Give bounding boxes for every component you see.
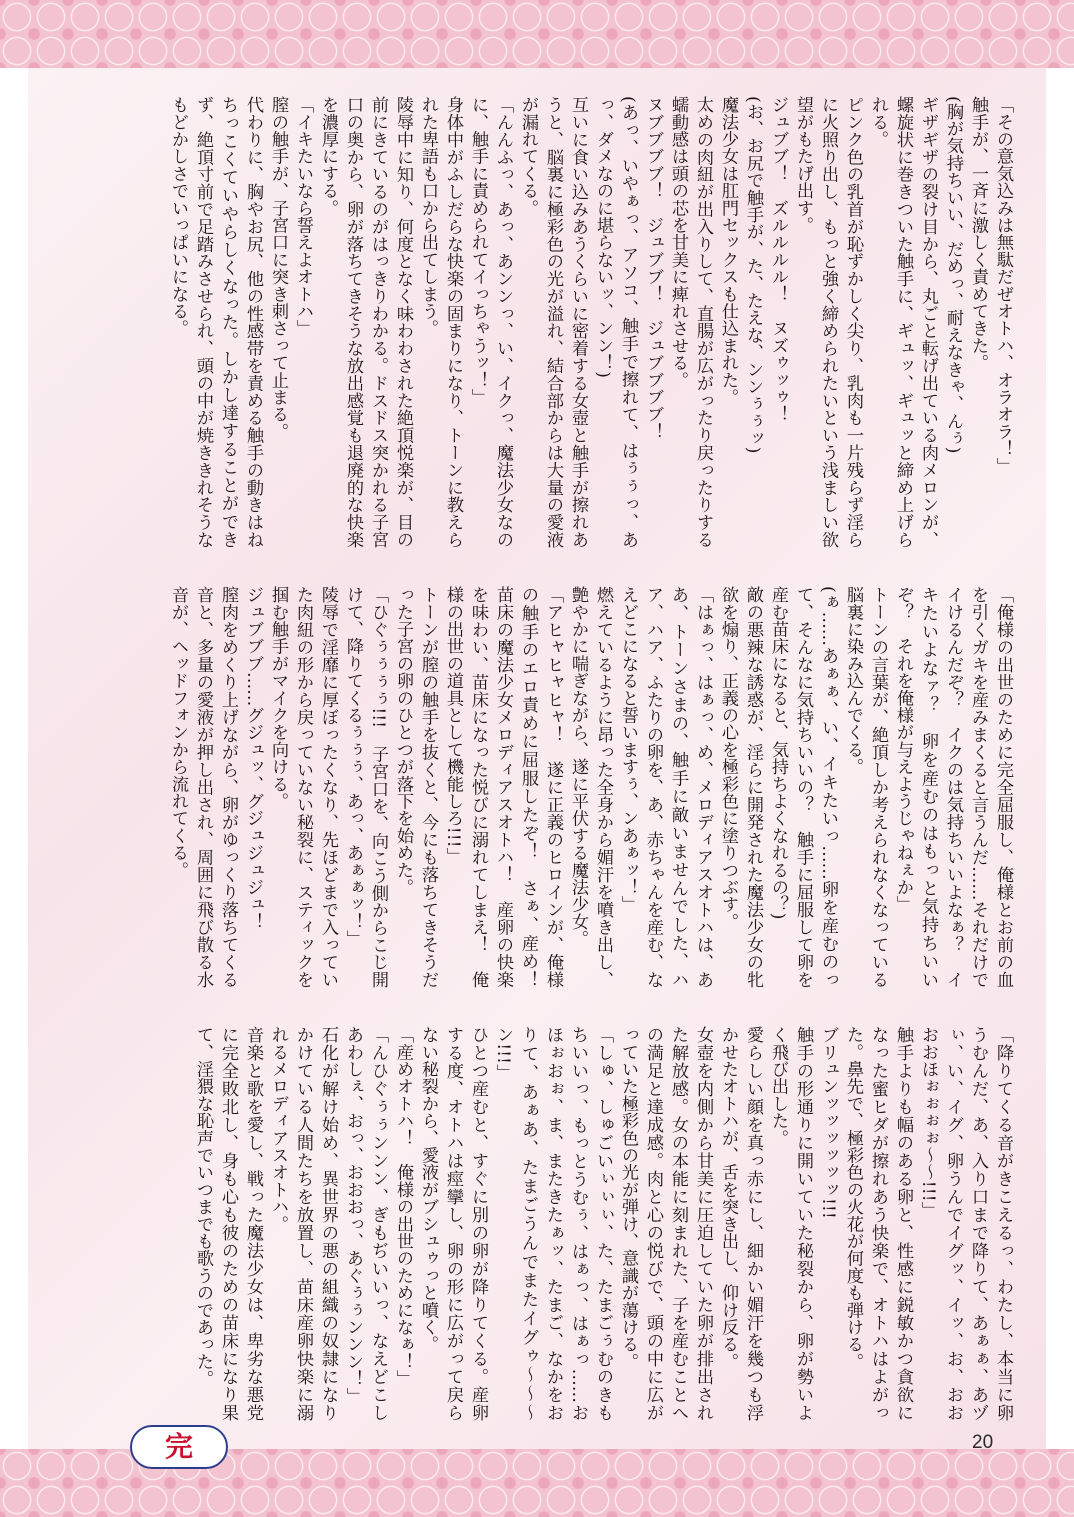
text-row-2 [125, 586, 1015, 1006]
paragraph: 石化が解け始め、異世界の悪の組織の奴隷になりかけている人間たちを放置し、苗床産卵快楽に溺れるメロディアスオトハ。 [268, 1026, 338, 1421]
paragraph: 「はぁっ、はぁっ、め、メロディアスオトハは、ああ、トーンさまの、触手に敵いませんでした、ハア、ハア、ふたりの卵を、あ、赤ちゃんを産む、なえどこになると誓いますぅ、ンあぁッ！」 [618, 586, 713, 988]
paragraph: (あっ、いやぁっ、アソコ、触手で擦れて、はぅぅっ、あっ、ダメなのに堪らないッ、ンン！) [593, 96, 638, 548]
paragraph: ジュブブ！ ズルルルル！ ヌズゥッゥ！ [768, 96, 788, 423]
paragraph: 触手よりも幅のある卵と、性感に鋭敏かつ貪欲になった蜜ヒダが擦れあう快楽で、オトハはよがった。鼻先で、極彩色の火花が何度も弾ける。 [843, 1026, 913, 1421]
paragraph: 「んんふっ、あっ、あンンっ、い、イクっ、魔法少女なのに、触手に責められてイっちゃうッ！」 [468, 96, 513, 548]
paragraph: 魔法少女は肛門セックスも仕込まれた。 [718, 96, 738, 406]
text-row-1 [125, 96, 1015, 548]
paragraph: 互いに食い込みあうくらいに密着する女壺と触手が擦れあうと、脳裏に極彩色の光が溢れ、結合部からは大量の愛液が漏れてくる。 [518, 96, 588, 548]
text-row-3 [125, 1026, 1015, 1421]
paragraph: 燃えているように昂った全身から媚汗を噴き出し、艶やかに喘ぎながら、遂に平伏する魔法少女。 [568, 586, 613, 988]
paragraph: 陵辱で淫靡に厚ぼったくなり、先ほどまで入っていた肉紐の形から戻っていない秘裂に、スティックを掴む触手がマイクを向ける。 [268, 586, 338, 988]
paragraph: 膣の触手が、子宮口に突き刺さって止まる。 [268, 96, 288, 440]
paragraph: ギザギザの裂け目から、丸ごと転げ出ている肉メロンが、螺旋状に巻きついた触手に、ギュッ、ギュッと締め上げられる。 [868, 96, 938, 548]
paragraph: ヌブブブブ！ ジュブブ！ ジュブブブブ！ [643, 96, 663, 440]
paragraph: ひとつ産むと、すぐに別の卵が降りてくる。産卵する度、オトハは痙攣し、卵の形に広がって戻らない秘裂から、愛液がブシュゥっと噴く。 [418, 1026, 488, 1421]
paragraph: 「その意気込みは無駄だぜオトハ、オラオラ！」 [993, 96, 1013, 475]
paragraph: 膣肉をめくり上げながら、卵がゆっくり落ちてくる音と、多量の愛液が押し出され、周囲に飛び散る水音が、ヘッドフォンから流れてくる。 [168, 586, 238, 988]
top-decorative-band [0, 0, 1074, 68]
paragraph: 「ひぐぅぅぅぅ!!! 子宮口を、向こう側からこじ開けて、降りてくるぅぅぅ、あっ、あぁぁッ！」 [343, 586, 388, 988]
end-mark-text: 完 [164, 1430, 193, 1463]
paragraph: 太めの肉紐が出入りして、直腸が広がったり戻ったりする蠕動感は頭の芯を甘美に痺れさせる。 [668, 96, 713, 548]
paragraph: ブリュンッッッッッッ!!! [818, 1026, 838, 1219]
paragraph: 「産めオトハ！ 俺様の出世のためになぁ！」 [393, 1026, 413, 1388]
paragraph: 身体中がふしだらな快楽の固まりになり、トーンに教えられた卑語も口から出てしまう。 [418, 96, 463, 548]
paragraph: トーンが膣の触手を抜くと、今にも落ちてきそうだった子宮の卵のひとつが落下を始めた。 [393, 586, 438, 988]
paragraph: ピンク色の乳首が恥ずかしく尖り、乳肉も一片残らず淫らに火照り出し、もっと強く締められたいという浅ましい欲望がもたげ出す。 [793, 96, 863, 548]
paragraph: 「イキたいなら誓えよオトハ」 [293, 96, 313, 337]
paragraph: 「降りてくる音がきこえるっ、わたし、本当に卵うむんだ、あ、入り口まで降りて、あぁぁ、あヅぃ、い、イグ、卵うんでイグッ、イッ、お、おおおおほぉぉぉぉ～～!!!」 [918, 1026, 1013, 1421]
paragraph: 「んひぐぅぅンンン、ぎもぢいいっ、なえどこしあわしぇ、おっ、おおおっ、あぐぅぅンンン！」 [343, 1026, 388, 1421]
paragraph: 触手が、一斉に激しく責めてきた。 [968, 96, 988, 372]
end-mark-badge [130, 1425, 228, 1469]
page-number: 20 [972, 1432, 994, 1453]
paragraph: (ぁ……あぁぁ、い、イキたいっ……卵を産むのって、そんなに気持ちいいの？ 触手に屈服して卵を産む苗床になると、気持ちよくなれるの？) [768, 586, 838, 988]
story-text-area [125, 96, 1015, 1421]
paragraph: 陵辱中に知り、何度となく味わわされた絶頂悦楽が、目の前にきているのがはっきりわかる。ドスドス突かれる子宮口の奥から、卵が落ちてきそうな放出感覚も退廃的な快楽を濃厚にする。 [318, 96, 413, 548]
paragraph: 女壺を内側から甘美に圧迫していた卵が排出された解放感。女の本能に刻まれた、子を産むことへの満足と達成感。肉と心の悦びで、頭の中に広がっていた極彩色の光が弾け、意識が蕩ける。 [618, 1026, 713, 1421]
paragraph: 「しゅ、しゅごいぃぃぃ、た、たまごぅむのきもちいいっ、もっとうむぅ、はぁっ、はぁっ……おほぉおぉ、ま、またきたぁッ、たまご、なかをおりて、あぁあ、たまごうんでまたイグゥ～～～ン!!!」 [493, 1026, 613, 1421]
paragraph: 「アヒャヒャヒャ！ 遂に正義のヒロインが、俺様の触手のエロ責めに屈服したぞ！ さぁ、産め！ 苗床の魔法少女メロディアスオトハ！ 産卵の快楽を味わい、苗床になった悦びに溺れてしまえ！ 俺様の出世の道具として機能しろ!!!」 [443, 586, 563, 1006]
paragraph: 敵の悪辣な誘惑が、淫らに開発された魔法少女の牝欲を煽り、正義の心を極彩色に塗りつぶす。 [718, 586, 763, 988]
paragraph: トーンの言葉が、絶頂しか考えられなくなっている脳裏に染み込んでくる。 [843, 586, 888, 988]
paragraph: (お、お尻で触手が、た、たえな、ンンぅぅッ) [743, 96, 763, 454]
paragraph: 「俺様の出世のために完全屈服し、俺様とお前の血を引くガキを産みまくると言うんだ……それだけでイけるんだぞ？ イクのは気持ちいいよなぁ？ イキたいよなァ？ 卵を産むのはもっと気持ちいいぞ？ それを俺様が与えようじゃねぇか」 [893, 586, 1013, 988]
paragraph: 音楽と歌を愛し、戦った魔法少女は、卑劣な悪党に完全敗北し、身も心も彼のための苗床になり果て、淫猥な恥声でいつまでも歌うのであった。 [193, 1026, 263, 1421]
paragraph: ジュブブブ……グジュッ、グジュジュジュ！ [243, 586, 263, 930]
paragraph: 代わりに、胸やお尻、他の性感帯を責める触手の動きはねちっこくていやらしくなった。しかし達することができず、絶頂寸前で足踏みさせられ、頭の中が焼ききれそうなもどかしさでいっぱいになる。 [168, 96, 263, 548]
paragraph: 愛らしい顔を真っ赤にし、細かい媚汗を幾つも浮かせたオトハが、舌を突き出し、仰け反る。 [718, 1026, 763, 1421]
paragraph: (胸が気持ちいい、だめっ、耐えなきゃ、んぅ) [943, 96, 963, 454]
paragraph: 触手の形通りに開いていた秘裂から、卵が勢いよく飛び出した。 [768, 1026, 813, 1421]
